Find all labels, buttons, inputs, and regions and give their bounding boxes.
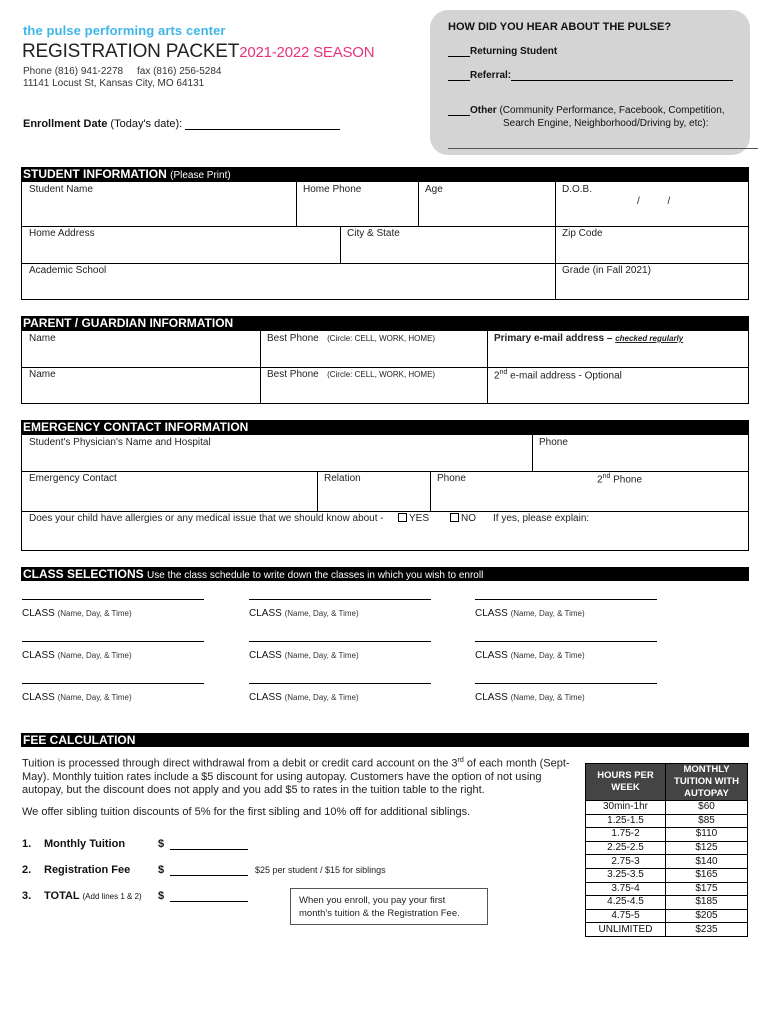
class-section-header (21, 567, 749, 581)
returning-blank[interactable] (448, 56, 470, 57)
option-other-text2: Search Engine, Neighborhood/Driving by, etc): (503, 118, 709, 129)
tuition-text-a: Tuition is processed through direct withdrawal from a debit or credit card account on the 3 (22, 757, 458, 770)
fee-line-num: 3. (22, 890, 32, 902)
student-grid (21, 181, 749, 300)
option-referral-label: Referral: (470, 70, 512, 81)
class-field[interactable] (475, 692, 585, 703)
table-row (586, 882, 748, 896)
class-field[interactable] (249, 692, 359, 703)
tuition-cell: $125 (666, 841, 748, 855)
class-heading: CLASS SELECTIONS (23, 567, 144, 581)
tuition-cell: $60 (666, 801, 748, 815)
class-label: CLASS (22, 650, 55, 661)
class-label: CLASS (249, 608, 282, 619)
total-field[interactable] (170, 890, 248, 902)
grade-field[interactable]: Grade (in Fall 2021) (562, 265, 651, 276)
fee-line-label: TOTAL (44, 890, 80, 902)
emergency-grid (21, 434, 749, 551)
class-heading-sub: Use the class schedule to write down the classes in which you wish to enroll (147, 570, 484, 581)
hours-cell: 3.25-3.5 (586, 868, 666, 882)
academic-school-field[interactable]: Academic School (29, 265, 107, 276)
table-row (586, 923, 748, 937)
enrollment-label: Enrollment Date (23, 118, 108, 130)
enrollment-note-box (290, 888, 488, 925)
parent1-phone-label: Best Phone (267, 333, 319, 344)
option-returning-label: Returning Student (470, 46, 558, 57)
hours-cell: 4.75-5 (586, 909, 666, 923)
parent2-phone-field[interactable] (260, 367, 435, 380)
hours-header: HOURS PER WEEK (586, 764, 666, 801)
class-label: CLASS (475, 608, 508, 619)
primary-email-label: Primary e-mail address – (494, 333, 613, 344)
hear-about-box (430, 10, 750, 155)
second-phone-num: 2 (597, 474, 603, 486)
allergy-no[interactable] (443, 511, 476, 524)
contact-info (23, 66, 222, 90)
tuition-cell: $85 (666, 814, 748, 828)
class-label: CLASS (249, 692, 282, 703)
emergency-section-header: EMERGENCY CONTACT INFORMATION (21, 420, 749, 434)
parent-grid (21, 330, 749, 404)
no-checkbox[interactable] (450, 513, 459, 522)
student-name-field[interactable]: Student Name (29, 184, 93, 195)
hear-about-title: HOW DID YOU HEAR ABOUT THE PULSE? (448, 21, 672, 33)
relation-field[interactable]: Relation (324, 473, 361, 484)
tuition-cell: $235 (666, 923, 748, 937)
option-other[interactable] (448, 105, 725, 116)
address-text: 11141 Locust St, Kansas City, MO 64131 (23, 78, 205, 89)
parent2-circle-hint: (Circle: CELL, WORK, HOME) (327, 370, 436, 379)
class-field[interactable] (475, 608, 585, 619)
second-phone-field[interactable] (590, 471, 642, 485)
parent1-phone-field[interactable] (260, 331, 435, 344)
fee-section-header: FEE CALCULATION (21, 733, 749, 747)
age-field[interactable]: Age (425, 184, 443, 195)
fee-line-total (22, 890, 142, 902)
primary-email-note: checked regularly (615, 334, 684, 343)
parent-section-header: PARENT / GUARDIAN INFORMATION (21, 316, 749, 330)
fee-line-num: 1. (22, 838, 32, 850)
brand-name: the pulse performing arts center (23, 23, 226, 38)
table-row (586, 909, 748, 923)
class-label: CLASS (249, 650, 282, 661)
enrollment-date-row (23, 118, 340, 130)
second-email-num: 2 (494, 370, 500, 382)
parent1-name-field[interactable]: Name (29, 333, 56, 344)
second-email-label: e-mail address - Optional (510, 370, 622, 382)
student-section-header (21, 167, 749, 181)
class-field[interactable] (475, 650, 585, 661)
allergy-yes[interactable] (391, 511, 429, 524)
class-hint: (Name, Day, & Time) (284, 693, 359, 702)
tuition-paragraph (22, 754, 582, 797)
physician-field[interactable]: Student's Physician's Name and Hospital (29, 437, 211, 448)
dollar-sign: $ (158, 838, 165, 850)
second-email-field[interactable] (487, 367, 622, 381)
option-other-label: Other (470, 105, 497, 116)
student-heading-sub: (Please Print) (170, 170, 231, 181)
allergy-question: Does your child have allergies or any medical issue that we should know about - (29, 513, 384, 524)
class-hint: (Name, Day, & Time) (284, 651, 359, 660)
class-hint: (Name, Day, & Time) (57, 651, 132, 660)
class-hint: (Name, Day, & Time) (510, 651, 585, 660)
hours-cell: 3.75-4 (586, 882, 666, 896)
tuition-cell: $165 (666, 868, 748, 882)
other-blank[interactable] (448, 115, 470, 116)
hours-cell: 1.75-2 (586, 828, 666, 842)
emergency-contact-field[interactable]: Emergency Contact (29, 473, 117, 484)
dollar-sign: $ (158, 890, 165, 902)
home-phone-field[interactable]: Home Phone (303, 184, 362, 195)
table-row (586, 828, 748, 842)
hours-cell: 2.25-2.5 (586, 841, 666, 855)
class-hint: (Name, Day, & Time) (57, 693, 132, 702)
tuition-cell: $175 (666, 882, 748, 896)
no-label: NO (461, 513, 476, 524)
monthly-tuition-field[interactable] (170, 838, 248, 850)
box-note-line1: When you enroll, you pay your first (299, 895, 446, 906)
table-row (586, 801, 748, 815)
title-text: REGISTRATION PACKET (22, 41, 240, 62)
box-note-line2: month's tuition & the Registration Fee. (299, 908, 460, 919)
allergy-explain-field[interactable]: If yes, please explain: (493, 513, 590, 524)
tuition-table (585, 763, 748, 937)
parent1-circle-hint: (Circle: CELL, WORK, HOME) (327, 334, 436, 343)
tuition-table-header (586, 764, 748, 801)
class-label: CLASS (22, 608, 55, 619)
registration-fee-note: $25 per student / $15 for siblings (255, 865, 386, 875)
fee-line-registration (22, 864, 130, 876)
table-row (586, 896, 748, 910)
class-label: CLASS (475, 650, 508, 661)
hours-cell: 1.25-1.5 (586, 814, 666, 828)
yes-label: YES (409, 513, 430, 524)
hours-cell: 2.75-3 (586, 855, 666, 869)
hours-cell: 4.25-4.5 (586, 896, 666, 910)
class-hint: (Name, Day, & Time) (510, 693, 585, 702)
fee-line-label: Registration Fee (44, 864, 131, 876)
registration-fee-field[interactable] (170, 864, 248, 876)
class-field[interactable] (249, 608, 359, 619)
class-hint: (Name, Day, & Time) (510, 609, 585, 618)
yes-checkbox[interactable] (398, 513, 407, 522)
class-label: CLASS (22, 692, 55, 703)
other-field[interactable] (448, 148, 758, 149)
table-row (586, 814, 748, 828)
option-returning[interactable] (448, 46, 557, 57)
class-field[interactable] (249, 650, 359, 661)
class-label: CLASS (475, 692, 508, 703)
referral-field[interactable] (511, 80, 733, 81)
dob-field[interactable]: D.O.B. (562, 184, 593, 195)
fax-text: fax (816) 256-5284 (136, 66, 222, 77)
hours-cell: 30min-1hr (586, 801, 666, 815)
city-state-field[interactable]: City & State (347, 228, 400, 239)
table-row (586, 855, 748, 869)
phone-text: Phone (816) 941-2278 (23, 66, 124, 77)
tuition-sup: rd (457, 757, 464, 764)
parent2-phone-label: Best Phone (267, 369, 319, 380)
class-field[interactable] (22, 650, 132, 661)
enrollment-date-field[interactable] (185, 119, 340, 130)
tuition-text-b: of each month (Sept-May). Monthly tuition rates include a $5 discount for using autopay. Customers have the option of not using autopay, but the discount does not apply and you add $5 to rates in the tuition table to the right. (22, 757, 570, 796)
table-row (586, 841, 748, 855)
class-hint: (Name, Day, & Time) (284, 609, 359, 618)
second-email-sup: nd (499, 369, 508, 376)
tuition-cell: $185 (666, 896, 748, 910)
second-phone-label: Phone (613, 474, 643, 486)
hours-cell: UNLIMITED (586, 923, 666, 937)
zip-code-field[interactable]: Zip Code (562, 228, 603, 239)
fee-line-label: Monthly Tuition (44, 838, 126, 850)
parent2-name-field[interactable]: Name (29, 369, 56, 380)
dollar-sign: $ (158, 864, 165, 876)
dob-slashes: / / (637, 196, 671, 207)
class-field[interactable] (22, 608, 132, 619)
referral-blank[interactable] (448, 80, 470, 81)
home-address-field[interactable]: Home Address (29, 228, 95, 239)
tuition-cell: $205 (666, 909, 748, 923)
tuition-cell: $110 (666, 828, 748, 842)
fee-line-sub: (Add lines 1 & 2) (82, 892, 142, 901)
option-other-text: (Community Performance, Facebook, Competition, (499, 105, 725, 116)
fee-line-num: 2. (22, 864, 32, 876)
monthly-header: MONTHLY TUITION WITH AUTOPAY (666, 764, 748, 801)
page-title (22, 41, 374, 63)
second-phone-sup: nd (602, 473, 611, 480)
option-referral[interactable] (448, 70, 733, 81)
student-heading: STUDENT INFORMATION (23, 167, 167, 181)
enrollment-hint: (Today's date): (110, 118, 183, 130)
fee-line-monthly (22, 838, 125, 850)
tuition-cell: $140 (666, 855, 748, 869)
season-label: 2021-2022 SEASON (239, 44, 375, 61)
table-row (586, 868, 748, 882)
class-field[interactable] (22, 692, 132, 703)
emergency-phone-field[interactable]: Phone (437, 473, 466, 484)
sibling-discount-text: We offer sibling tuition discounts of 5% for the first sibling and 10% off for additional siblings. (22, 806, 471, 818)
primary-email-field[interactable] (487, 331, 683, 344)
class-hint: (Name, Day, & Time) (57, 609, 132, 618)
physician-phone-field[interactable]: Phone (539, 437, 568, 448)
